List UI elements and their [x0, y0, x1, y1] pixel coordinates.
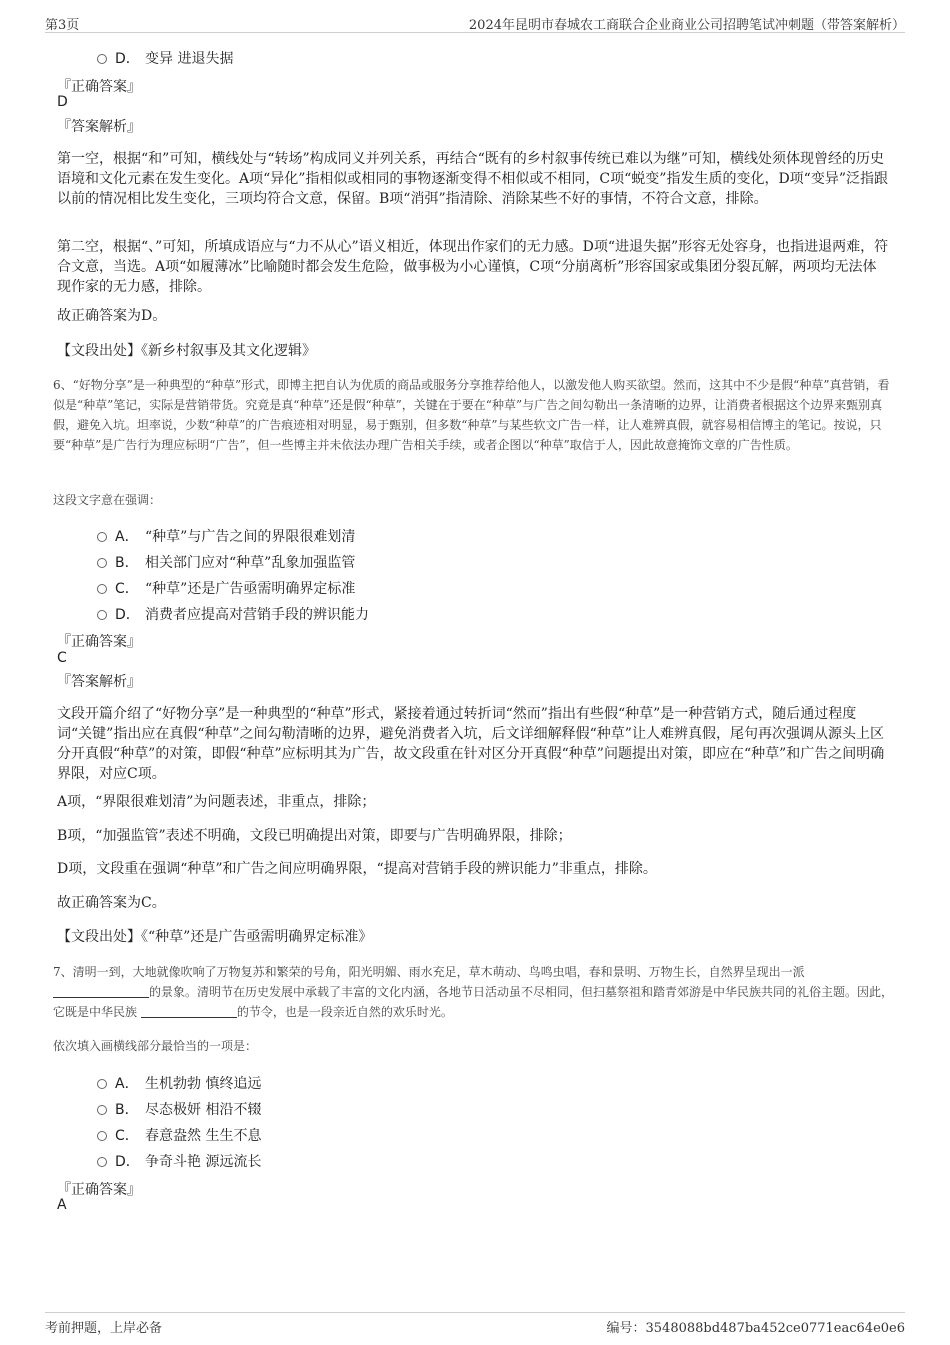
q6-source: 【文段出处】《“种草”还是广告亟需明确界定标准》 — [57, 929, 373, 945]
q6-analysis-d: D项，文段重在强调“种草”和广告之间应明确界限，“提高对营销手段的辨识能力”非重点，排除。 — [57, 861, 657, 877]
q6-analysis-a: A项，“界限很难划清”为问题表述，非重点，排除； — [57, 794, 376, 810]
radio-icon[interactable] — [97, 584, 107, 594]
q5-analysis-label: 『答案解析』 — [57, 119, 141, 135]
q6-stem: 6、“好物分享”是一种典型的“种草”形式，即博主把自认为优质的商品或服务分享推荐给他人，以激发他人购买欲望。然而，这其中不少是假“种草”真营销，看似是“种草”笔记，实际是营销带货。究竟是真“种草”还是假“种草”，关键在于要在“种草”与广告之间勾勒出一条清晰的边界，让消费者根据这个边界来甄别真假，避免入坑。坦率说，少数“种草”的广告痕迹相对明显，易于甄别，但多数“种草”与某些软文广告一样，让人难辨真假，就容易相信博主的笔记。按说，只要“种草”是广告行为理应标明“广告”，但一些博主并未依法办理广告相关手续，或者企图以“种草”取信于人，因此故意掩饰文章的广告性质。 — [53, 378, 890, 452]
q6-prompt: 这段文字意在强调： — [53, 493, 162, 507]
q6-option-a[interactable]: A． “种草”与广告之间的界限很难划清 — [97, 526, 355, 546]
q5-analysis-paragraph-2: 第二空，根据“、”可知，所填成语应与“力不从心”语义相近，体现出作家们的无力感。D项“进退失据”形容无处容身，也指进退两难，符合文意，当选。A项“如履薄冰”比喻随时都会发生危险，做事极为小心谨慎，C项“分崩离析”形容国家或集团分裂瓦解，两项均无法体现作家的无力感，排除。 — [57, 239, 889, 295]
q5-answer-label: 『正确答案』 — [57, 79, 141, 95]
page-footer — [45, 1312, 905, 1335]
q6-option-c[interactable]: C． “种草”还是广告亟需明确界定标准 — [97, 578, 355, 598]
q7-prompt: 依次填入画横线部分最恰当的一项是： — [53, 1039, 258, 1053]
radio-icon[interactable] — [97, 1157, 107, 1167]
q7-option-d[interactable]: D． 争奇斗艳 源远流长 — [97, 1151, 261, 1171]
q7-answer-label: 『正确答案』 — [57, 1182, 141, 1198]
fill-blank-2[interactable] — [141, 1005, 237, 1018]
q7-option-a[interactable]: A． 生机勃勃 慎终追远 — [97, 1073, 261, 1093]
radio-icon[interactable] — [97, 558, 107, 568]
q6-option-d[interactable]: D． 消费者应提高对营销手段的辨识能力 — [97, 604, 369, 624]
q6-analysis-label: 『答案解析』 — [57, 674, 141, 690]
document-title: 2024年昆明市春城农工商联合企业商业公司招聘笔试冲刺题（带答案解析） — [468, 18, 905, 33]
footer-slogan: 考前押题，上岸必备 — [45, 1321, 163, 1336]
fill-blank-1[interactable] — [53, 985, 149, 998]
radio-icon[interactable] — [97, 1079, 107, 1089]
q7-answer: A — [57, 1197, 67, 1213]
q7-option-c[interactable]: C． 春意盎然 生生不息 — [97, 1125, 261, 1145]
q6-conclusion: 故正确答案为C。 — [57, 895, 166, 911]
q5-source: 【文段出处】《新乡村叙事及其文化逻辑》 — [57, 343, 316, 359]
q7-option-b[interactable]: B． 尽态极妍 相沿不辍 — [97, 1099, 261, 1119]
page-header — [45, 12, 905, 33]
radio-icon[interactable] — [97, 54, 107, 64]
q7-stem: 7、清明一到，大地就像吹响了万物复苏和繁荣的号角，阳光明媚、雨水充足，草木萌动、鸟鸣虫唱，春和景明、万物生长，自然界呈现出一派的景象。清明节在历史发展中承载了丰富的文化内涵，各地节日活动虽不尽相同，但扫墓祭祖和踏青郊游是中华民族共同的礼俗主题。因此，它既是中华民族 的节令，也是一段亲近自然的欢乐时光。 — [53, 965, 894, 1019]
q6-answer: C — [57, 650, 67, 666]
radio-icon[interactable] — [97, 610, 107, 620]
radio-icon[interactable] — [97, 1131, 107, 1141]
radio-icon[interactable] — [97, 1105, 107, 1115]
q6-analysis-b: B项，“加强监管”表述不明确，文段已明确提出对策，即要与广告明确界限，排除； — [57, 828, 572, 844]
page-number: 第3页 — [45, 18, 80, 33]
q5-answer: D — [57, 94, 68, 110]
q5-analysis-paragraph-1: 第一空，根据“和”可知，横线处与“转场”构成同义并列关系，再结合“既有的乡村叙事传统已难以为继”可知，横线处须体现曾经的历史语境和文化元素在发生变化。A项“异化”指相似或相同的事物逐渐变得不相似或不相同，C项“蜕变”指发生质的变化，D项“变异”泛指跟以前的情况相比发生变化，三项均符合文意，保留。B项“消弭”指清除、消除某些不好的事情，不符合文意，排除。 — [57, 151, 888, 207]
radio-icon[interactable] — [97, 532, 107, 542]
q5-option-d[interactable]: D． 变异 进退失据 — [97, 48, 233, 68]
q6-analysis-paragraph-1: 文段开篇介绍了“好物分享”是一种典型的“种草”形式，紧接着通过转折词“然而”指出有些假“种草”是一种营销方式，随后通过程度词“关键”指出应在真假“种草”之间勾勒清晰的边界，避免消费者入坑，后文详细解释假“种草”让人难辨真假，尾句再次强调从源头上区分开真假“种草”的对策，即假“种草”应标明其为广告，故文段重在针对区分开真假“种草”问题提出对策，即应在“种草”和广告之间明确界限，对应C项。 — [57, 706, 885, 782]
q6-answer-label: 『正确答案』 — [57, 634, 141, 650]
q6-option-b[interactable]: B． 相关部门应对“种草”乱象加强监管 — [97, 552, 355, 572]
document-id: 编号：3548088bd487ba452ce0771eac64e0e6 — [606, 1321, 905, 1336]
q5-conclusion: 故正确答案为D。 — [57, 308, 167, 324]
